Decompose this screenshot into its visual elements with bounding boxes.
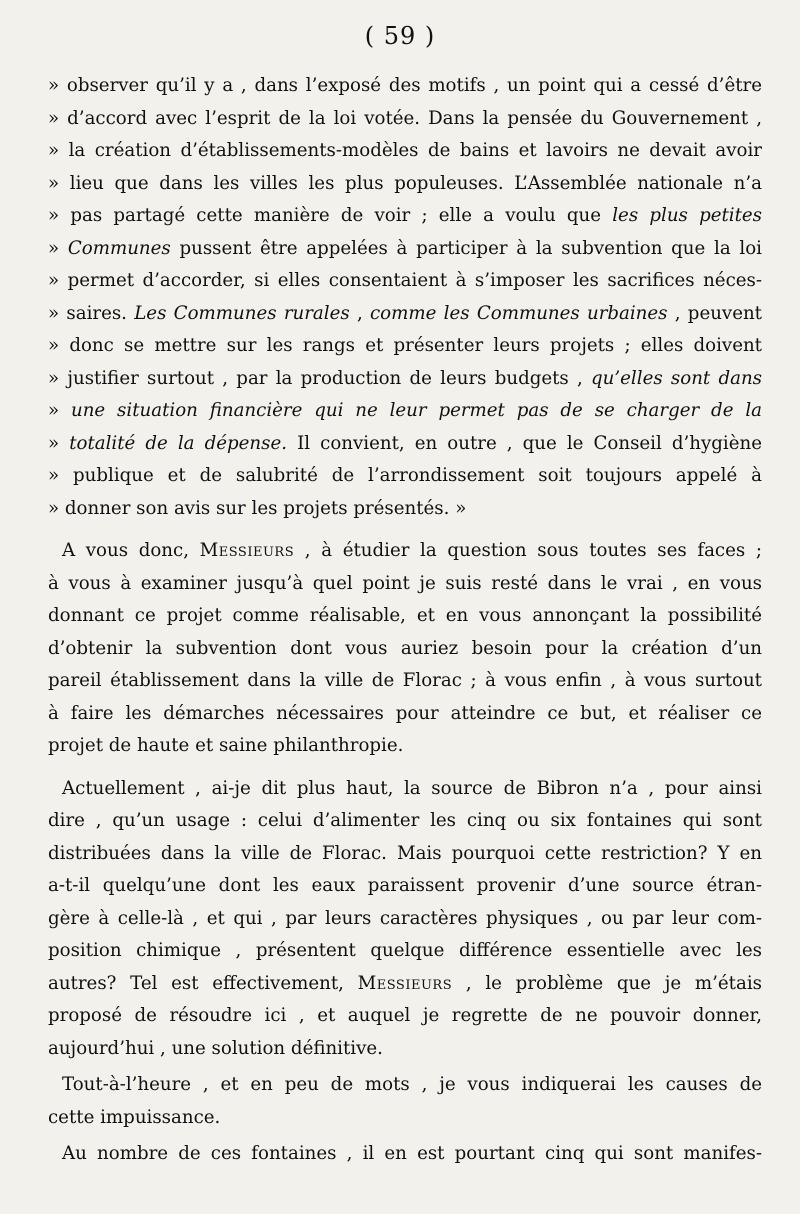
text-run: » justifier surtout , par la production de leurs budgets , [48, 367, 592, 389]
text-line [48, 395, 762, 428]
text-line [48, 265, 762, 298]
text-run: autres? Tel est effectivement, [48, 972, 358, 994]
italic-text: Les Communes rurales [134, 302, 350, 324]
text-line [48, 568, 762, 601]
small-caps-text: Messieurs [199, 540, 295, 561]
paragraph-gap [48, 763, 762, 773]
text-run: » publique et de salubrité de l’arrondissement soit toujours appelé à [48, 465, 762, 486]
text-run: gère à celle-là , et qui , par leurs caractères physiques , ou par leur com- [48, 907, 762, 929]
text-line [48, 903, 762, 936]
text-line [48, 298, 762, 331]
text-line [48, 168, 762, 201]
small-caps-text: Messieurs [357, 972, 453, 994]
text-line [48, 70, 762, 103]
text-run: » lieu que dans les villes les plus populeuses. L’Assemblée nationale n’a [48, 172, 762, 194]
text-line [48, 698, 762, 731]
text-line [48, 870, 762, 903]
text-run: cette impuissance. [48, 1106, 221, 1128]
text-run: » permet d’accorder, si elles consentaient à s’imposer les sacrifices néces- [48, 270, 762, 291]
text-line [48, 1033, 762, 1066]
italic-text: une situation financière qui ne leur permet pas de se charger de la [71, 400, 762, 421]
italic-text: qu’elles sont dans [591, 367, 762, 389]
text-run: » saires. [48, 302, 135, 324]
text-run: » [48, 432, 70, 454]
text-line [48, 968, 762, 1001]
text-run: , à étudier la question sous toutes ses faces ; [294, 540, 762, 561]
text-run: aujourd’hui , une solution définitive. [48, 1037, 383, 1059]
paragraph [48, 70, 762, 525]
text-line [48, 330, 762, 363]
text-run: , peuvent [667, 302, 762, 324]
text-run: , le problème que je m’étais [452, 972, 762, 994]
paragraph [48, 535, 762, 763]
text-run: Tout-à-l’heure , et en peu de mots , je vous indiquerai les causes de [62, 1074, 762, 1095]
text-run: donnant ce projet comme réalisable, et en vous annonçant la possibilité [48, 605, 762, 626]
text-line [48, 665, 762, 698]
text-run: » donc se mettre sur les rangs et présenter leurs projets ; elles doivent [48, 335, 762, 356]
italic-text: les plus petites [612, 205, 762, 226]
text-line [48, 1000, 762, 1033]
text-run: à faire les démarches nécessaires pour atteindre ce but, et réaliser ce [48, 702, 762, 724]
text-line [48, 838, 762, 871]
text-line [48, 428, 762, 461]
text-line [48, 135, 762, 168]
text-line [48, 773, 762, 806]
text-run: pareil établissement dans la ville de Florac ; à vous enfin , à vous surtout [48, 670, 762, 691]
paragraph [48, 1138, 762, 1171]
text-run: a-t-il quelqu’une dont les eaux paraissent provenir d’une source étran- [48, 875, 762, 896]
text-run: pussent être appelées à participer à la subvention que la loi [170, 237, 762, 259]
text-run: » pas partagé cette manière de voir ; elle a voulu que [48, 205, 613, 226]
text-line [48, 200, 762, 233]
text-run: à vous à examiner jusqu’à quel point je suis resté dans le vrai , en vous [48, 572, 762, 594]
text-line [48, 103, 762, 136]
text-line [48, 1069, 762, 1102]
paragraph-gap [48, 525, 762, 535]
text-run: A vous donc, [62, 540, 200, 561]
paragraph [48, 773, 762, 1066]
text-run: Au nombre de ces fontaines , il en est pourtant cinq qui sont manifes- [62, 1143, 762, 1164]
text-line [48, 935, 762, 968]
text-line [48, 600, 762, 633]
page-number: ( 59 ) [364, 22, 436, 50]
text-line [48, 535, 762, 568]
text-line [48, 805, 762, 838]
text-run: projet de haute et saine philanthropie. [48, 735, 404, 756]
text-run: , [349, 302, 370, 324]
text-run: » [48, 400, 71, 421]
italic-text: totalité de la dépense. [69, 432, 288, 454]
text-line [48, 1138, 762, 1171]
text-run: position chimique , présentent quelque différence essentielle avec les [48, 940, 762, 961]
text-line [48, 460, 762, 493]
italic-text: comme les Communes urbaines [370, 302, 668, 324]
italic-text: Communes [67, 237, 171, 259]
text-run: proposé de résoudre ici , et auquel je regrette de ne pouvoir donner, [48, 1005, 762, 1026]
text-line [48, 730, 762, 763]
text-line [48, 1102, 762, 1135]
text-line [48, 363, 762, 396]
text-line [48, 493, 762, 526]
text-run: » la création d’établissements-modèles de bains et lavoirs ne devait avoir [48, 140, 762, 161]
text-run: d’obtenir la subvention dont vous auriez besoin pour la création d’un [48, 637, 762, 659]
text-run: Il convient, en outre , que le Conseil d’hygiène [287, 432, 762, 454]
text-run: dire , qu’un usage : celui d’alimenter les cinq ou six fontaines qui sont [48, 810, 762, 831]
text-run: » observer qu’il y a , dans l’exposé des motifs , un point qui a cessé d’être [48, 75, 762, 96]
text-run: Actuellement , ai-je dit plus haut, la source de Bibron n’a , pour ainsi [62, 777, 762, 799]
text-line [48, 233, 762, 266]
text-run: » d’accord avec l’esprit de la loi votée. Dans la pensée du Gouvernement , [48, 107, 762, 129]
body-text [48, 70, 762, 1171]
paragraph [48, 1069, 762, 1134]
text-run: distribuées dans la ville de Florac. Mais pourquoi cette restriction? Y en [48, 842, 762, 864]
text-run: » donner son avis sur les projets présentés. » [48, 497, 467, 519]
text-run: » [48, 237, 68, 259]
text-line [48, 633, 762, 666]
